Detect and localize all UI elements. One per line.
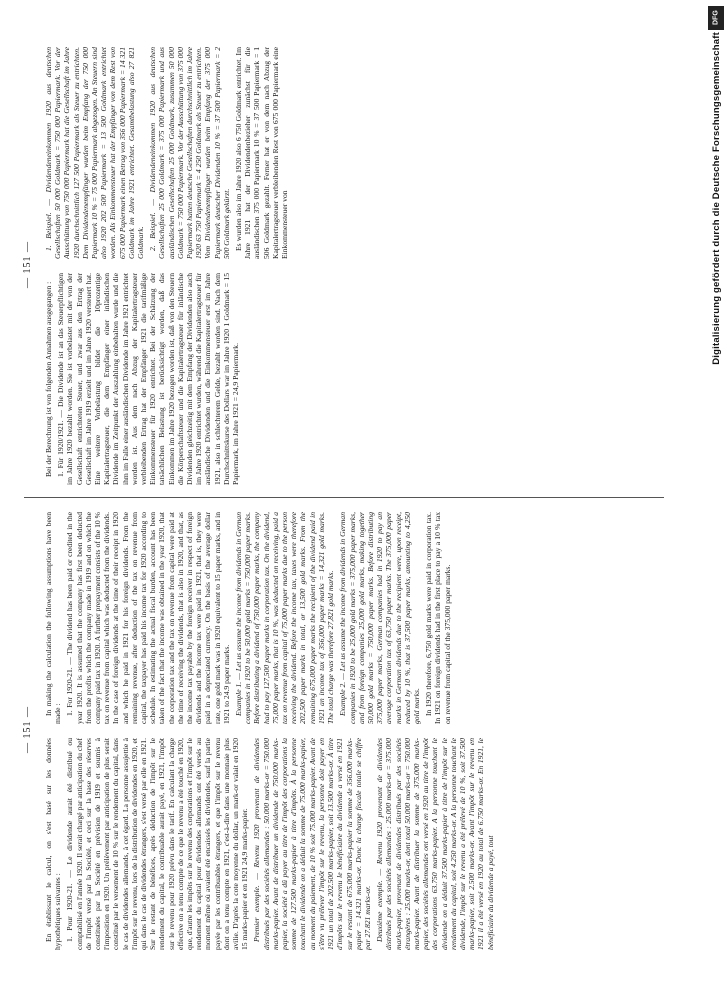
french-column bbox=[44, 738, 662, 950]
paragraph: In making the calculation the following assumptions have been made : bbox=[44, 512, 63, 724]
gutter-divider bbox=[24, 497, 664, 498]
paragraph: In 1920 therefore, 6,750 gold marks were paid in corporation tax. In 1921 on foreign dividends had in the first place to pay a 10 % tax on revenue from capital of the 375,000 paper marks. bbox=[424, 512, 452, 724]
watermark-text: Digitalisierung gefördert durch die Deutsche Forschungsgemeinschaft bbox=[710, 32, 722, 365]
paragraph: 1. Pour 1920-21. — Le dividende aurait été distribué ou comptabilisé en l'année 1920. Il serait chargé par anticipation du chef de l'impôt versé par la Société, et ceci sur la base des réserves constituées par la Société en prévision de 1919 et soumis à l'imposition en 1920. Un prélèvement par anticipation de plus serait constitué par le versement de 10 % sur le rendement du capital, dans le cas de dividendes allemands, à cet égard. La personne assujettie à l'impôt sur le revenu, lors de la distribution de dividendes en 1920, et qui dans le cas de dividendes étrangers, s'est versé par elle en 1921. Sur le restant de bénéfices, après déduction de l'impôt sur le rendement du capital, le contribuable aurait payé, en 1921, l'impôt sur le revenu pour 1920 prévu dans le tarif. En calculant la charge effective on a tenu compte de ce que le revenu a été touché en 1920, que, d'autre les impôts sur le revenu des corporations et l'impôt sur le rendement du capital pour dividendes allemands ont été versés au moment même où avaient été encaissés les dividendes, sauf la partie payée par les contribuables étrangers, et que l'impôt sur le revenu dont on a tenu compte en 1921, c'est-à-dire dans une monnaie plus avilie. D'après la cote moyenne du dollar, un mark-or valait en 1920 15 marks-papier et en 1921 24,9 marks-papier. bbox=[65, 738, 250, 950]
paragraph: 1. Beispiel. — Dividendeneinkommen 1920 aus deutschen Gesellschaften 50 000 Goldmark = 750 000 Papiermark. Vor der Ausschüttung von 750 000 Papiermark hat die Gesellschaft im Jahre 1920 durchschnittlich 127 500 Papiermark als Steuer zu entrichten. Dem Dividendenempfänger wurden beim Empfang der 750 000 Papiermark 10 % = 75 000 Papiermark abgezogen. An Steuern sind also 1920 202 500 Papiermark = 13 500 Goldmark entrichtet worden. Als Einkommensteuer hat der Empfänger von dem Rest von 675 000 Papiermark einen Betrag von 356 000 Papiermark = 14 321 Goldmark im Jahre 1921 entrichtet. Gesamtbelastung also 27 821 Goldmark. bbox=[44, 47, 146, 259]
paragraph: 1. Für 1920/1921. — Die Dividende ist an das Steuerpflichtigen im Jahre 1920 bezahlt worden. Sie ist vorbelastet mit der von der Gesellschaft entrichteten Steuer, und zwar aus den Ertrag der Gesellschaft im Jahre 1919 erzielt und im Jahre 1920 versteuert hat. Eine weitere Vorbelastung bildet die 10prozentige Kapitalertragsteuer, die dem Empfänger einer inländischen Dividende im Zeitpunkt der Auszahlung einbehalten wurde und die ihm im Falle einer ausländischen Dividende im Jahre 1921 entrichtet worden ist. Aus dem nach Abzug der Kapitalertragsteuer verbleibenden Ertrag hat der Empfänger 1921 die tarifmäßige Einkommensteuer für 1920 entrichtet. Bei der Schätzung der tatsächlichen Belastung ist berücksichtigt worden, daß das Einkommen im Jahre 1920 bezogen worden ist, daß von den Steuern die Körperschaftsteuer und die Kapitalertragsteuer für inländische Dividenden gleichzeitig mit dem Empfang der Dividenden also auch im Jahre 1920 entrichtet wurden, während die Kapitalertragsteuer für ausländische Dividenden und die Einkommensteuer erst im Jahre 1921, also in schlechterem Gelde, bezahlt worden sind. Nach dem Durchschnittskurse des Dollars war im Jahre 1920 1 Goldmark = 15 Papiermark, im Jahre 1921 = 24,9 Papiermark. bbox=[56, 273, 241, 485]
dfg-logo: DFG bbox=[708, 6, 724, 30]
paragraph: Es wurden also im Jahre 1920 also 6 750 Goldmark entrichtet. Im Jahre 1921 hat der Dividendenbezieher zunächst für die ausländischen 375 000 Papiermark 10 % = 37 500 Papiermark = 1 506 Goldmark gezahlt. Ferner hat er von dem nach Abzug der Kapitalertragsteuer verbleibenden Rest von 675 000 Papiermark eine Einkommensteuer von bbox=[234, 47, 290, 259]
paragraph: 2. Beispiel. — Dividendeneinkommen 1920 aus deutschen Gesellschaften 25 000 Goldmark = 375 000 Papiermark und aus ausländischen Gesellschaften 25 000 Goldmark, zusammen 50 000 Goldmark = 750 000 Papiermark. Vor der Ausschüttung von 375 000 Papiermark hatten deutsche Gesellschaften durchschnittlich im Jahre 1920 63 750 Papiermark = 4 250 Goldmark als Steuer zu entrichten. Vom Dividendenempfänger wurden beim Empfang der 375 000 Papiermark deutscher Dividenden 10 % = 37 500 Papiermark = 2 500 Goldmark gekürzt. bbox=[148, 47, 231, 259]
page-left bbox=[18, 497, 670, 962]
scanned-spread bbox=[18, 32, 670, 962]
german-column-2 bbox=[44, 47, 662, 259]
paragraph: Bei der Berechnung ist von folgenden Annahmen ausgegangen : bbox=[44, 281, 53, 477]
page-right bbox=[18, 32, 670, 497]
running-head-left: — 151 — bbox=[22, 706, 33, 753]
paragraph: Deuxième exemple. — Revenu 1920 provenant de dividendes distribués par des sociétés allemandes : 25.000 marks-or = 375.000 marks-papier, provenant de dividendes distribués par des sociétés étrangères : 25.000 marks-or, dont total 50.000 marks-or = 750.000 marks-papier. Avant de distribuer la somme de 375.000 marks-papier, des sociétés allemandes ont versé en 1920 au titre de l'impôt des corporations 63.750 marks-papier. A la personne touchant le dividende on a déduit 37.500 marks-papier à titre de l'impôt sur le rendement du capital, soit 4.250 marks-or. A la personne touchant le dividende, l'impôt sur le revenu a été prélevé de 10 %, soit 37.500 marks-papier, soit 2.500 marks-or. Avant l'impôt sur le revenu en 1921 il a été versé en 1920 au total de 6.750 marks-or. En 1921, le bénéficiaire du dividende a payé, tout bbox=[375, 738, 495, 950]
english-column bbox=[44, 512, 662, 724]
paragraph: 1. For 1920-21. — The dividend has been paid or credited in the year 1920. It is assumed that the company has first been deducted from the profits which the company made in 1919 and on which the company paid tax in 1920. A further prepayment consists of the 10 % tax on revenue from capital which was deducted from the dividends. In the case of foreign dividends at the time of their receipt in 1920 and which he paid in 1921 for his foreign dividends. From the remaining revenue, after deduction of the tax on revenue from capital, the taxpayer has paid his income tax for 1920 according to schedule. In estimating the actual fiscal burden, account has been taken of the fact that the income was obtained in the year 1920, that the corporation tax and the tax on revenue from capital were paid at the time of receiving the dividends, that is also in 1920, and that, as the income tax payable by the foreign receiver in respect of foreign dividends and the income tax were paid in 1921, that is, they were paid in a depreciated currency. On the basis of the average dollar rate, one gold mark was in 1920 equivalent to 15 paper marks, and in 1921 to 24.9 paper marks. bbox=[65, 512, 231, 724]
running-head-right: — 151 — bbox=[22, 241, 33, 288]
paragraph: Example 2. — Let us assume the income from dividends in German companies in 1920 to be 25,000 gold marks = 375,000 paper marks, and from foreign companies 25,000 gold marks, making together 50,000 gold marks = 750,000 paper marks. Before distributing 375,000 paper marks, German companies had in 1920 to pay an average corporation tax of 63,750 paper marks. The 375,000 paper marks in German dividends due to the recipient were, upon receipt, reduced by 10 %, that is 37,500 paper marks, amounting to 4,250 gold marks. bbox=[338, 512, 421, 724]
paragraph: En établissant le calcul, on s'est basé sur les données hypothétiques suivantes : bbox=[44, 738, 63, 950]
paragraph: Example 1. — Let us assume the income from dividends in German companies in 1920 to be 50,000 gold marks = 750,000 paper marks. Before distributing a dividend of 750,000 paper marks, the company had to pay 127,500 paper marks in corporation tax. On the dividend, 75,000 paper marks, that is 10 %, was deducted on receiving, paid a tax on revenue from capital of 75,000 paper marks due to the person receiving the dividend. Before the income tax, taxes were therefore 202,500 paper marks in total, or 13,500 gold marks. From the remaining 675,000 paper marks the recipient of the dividend paid in 1921 an income tax of 356,000 paper marks = 14,321 gold marks. The total charge was therefore 27,821 gold marks. bbox=[234, 512, 336, 724]
dfg-watermark bbox=[705, 0, 727, 1000]
german-column-1 bbox=[44, 273, 662, 485]
paragraph: Premier exemple. — Revenu 1920 provenant de dividendes distribués par des sociétés allemandes : 50.000 marks-or = 750.000 marks-papier. Avant de distribuer un dividende de 750.000 marks-papier, la société a dû payer au titre de l'impôt des corporations la somme de 127.500 marks-papier à titre d'impôts. À la personne touchant le dividende on a déduit la somme de 75.000 marks-papier, au moment du paiement, de 10 % soit 75.000 marks-papier. Avant de s'être vu prélever l'impôt sur le revenu, la personne doit payer en 1921 un total de 202.500 marks-papier, soit 13.500 marks-or. À titre d'impôts sur le revenu le bénéficiaire du dividende a versé en 1921 sur le restant de 675.000 marks-papier la somme de 356.000 marks-papier = 14.321 marks-or. Donc la charge fiscale totale se chiffre par 27.821 marks-or. bbox=[252, 738, 372, 950]
